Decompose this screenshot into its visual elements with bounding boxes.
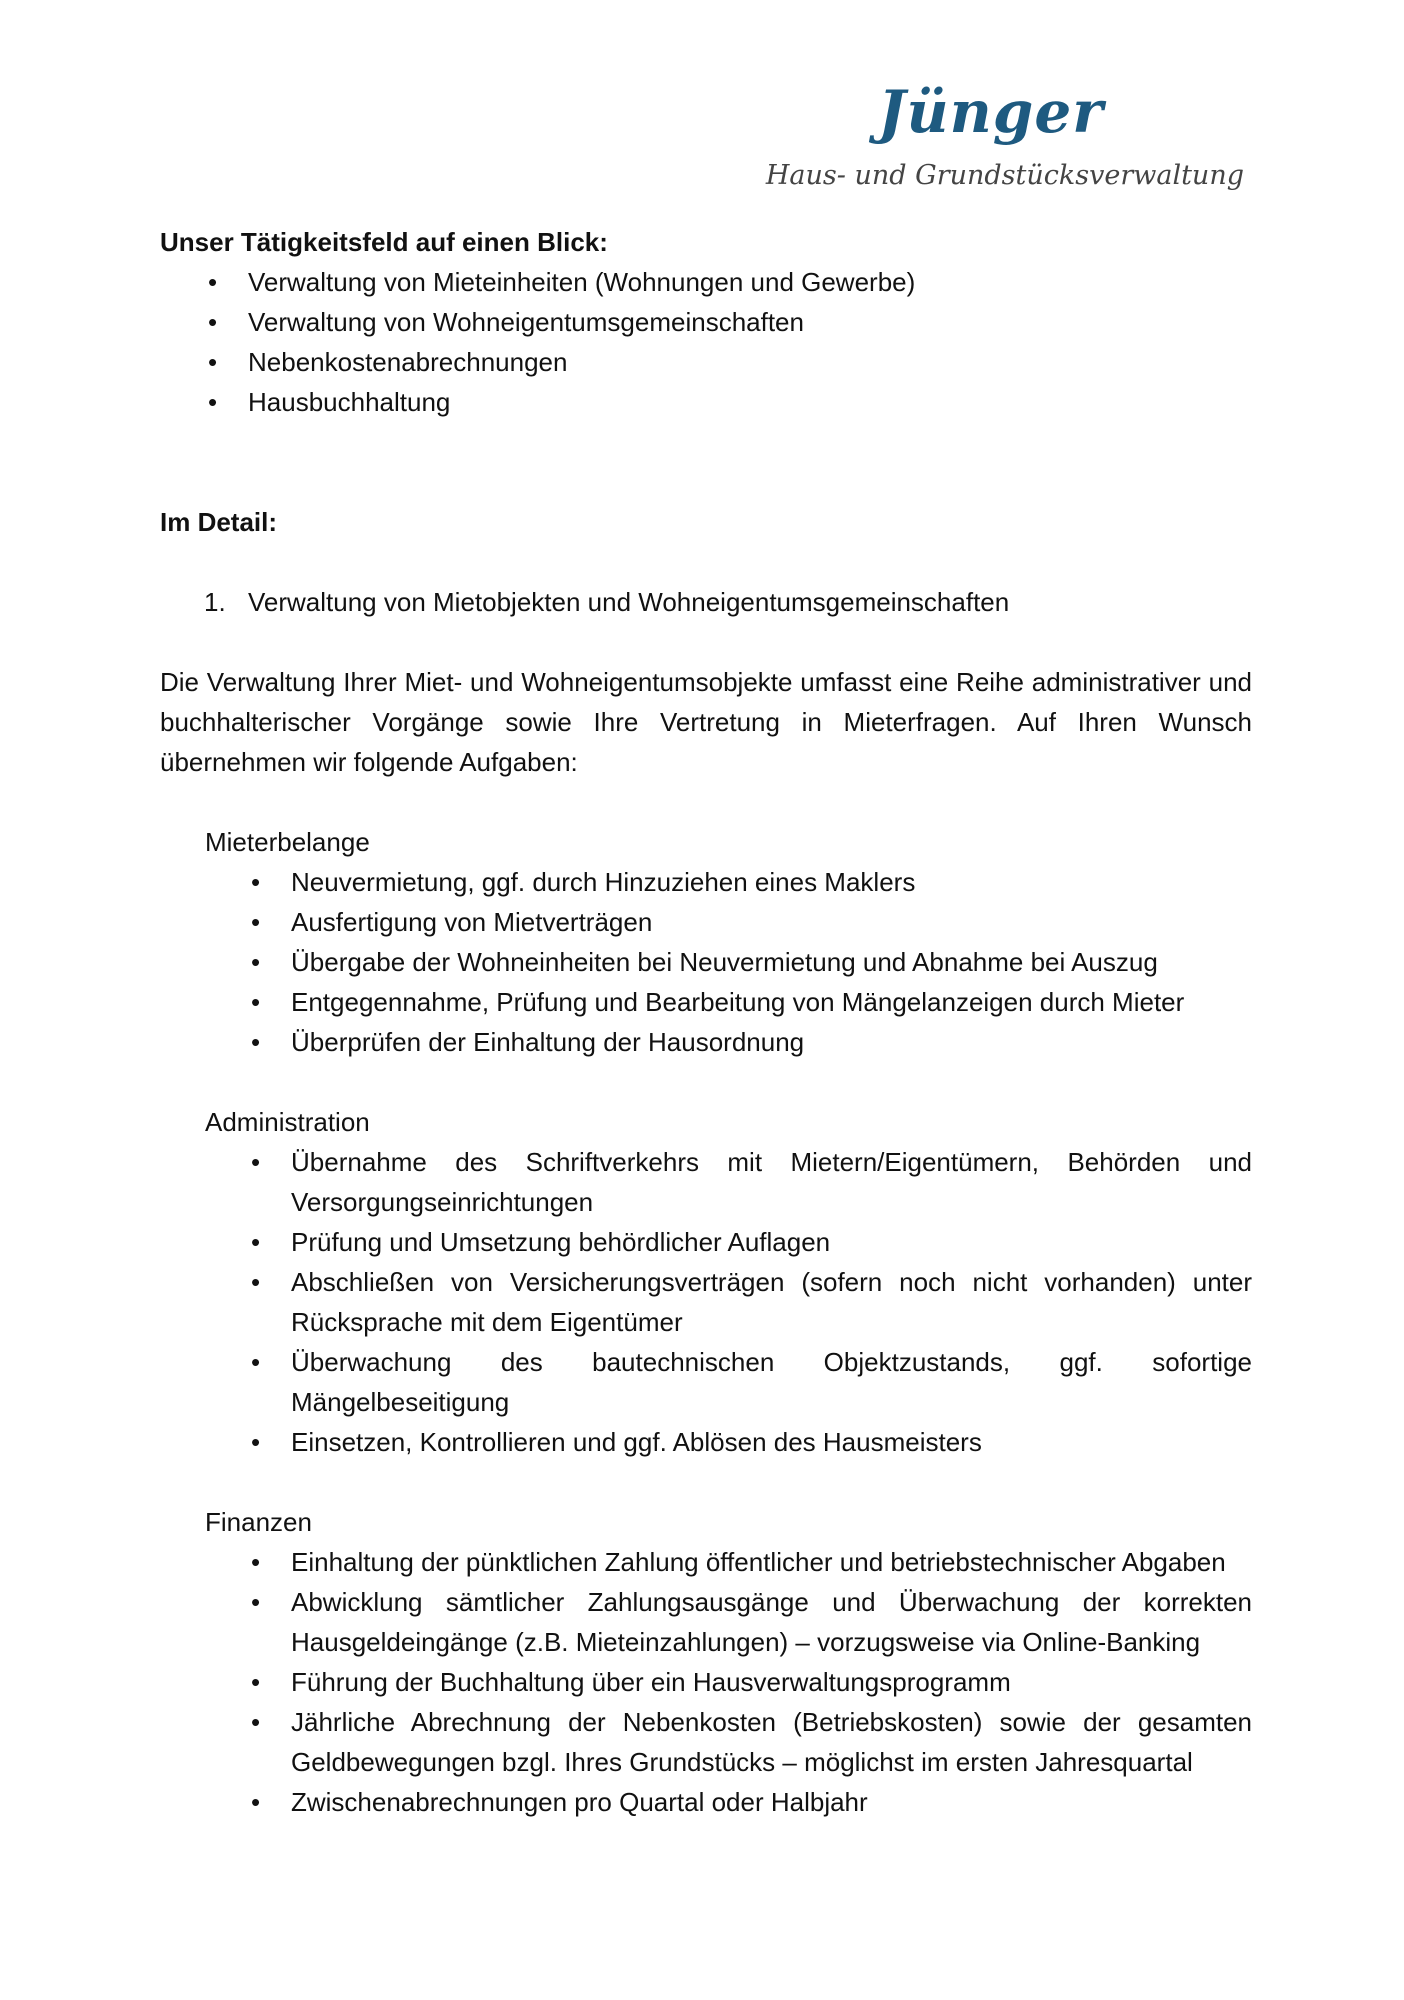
list-item: • Abschließen von Versicherungsverträgen (sofern noch nicht vorhanden) unter Rücksprache mit dem Eigentümer bbox=[160, 1262, 1252, 1342]
section-title: Administration bbox=[205, 1107, 370, 1137]
logo-tagline: Haus- und Grundstücksverwaltung bbox=[765, 160, 1244, 191]
list-item: • Übernahme des Schriftverkehrs mit Mietern/Eigentümern, Behörden und Versorgungseinrichtungen bbox=[160, 1142, 1252, 1222]
logo-name: Jünger bbox=[878, 78, 1104, 146]
item-text: Verwaltung von Mietobjekten und Wohneigentumsgemeinschaften bbox=[248, 587, 1010, 617]
section-list bbox=[160, 862, 1252, 1062]
list-item: • Prüfung und Umsetzung behördlicher Auflagen bbox=[160, 1222, 1252, 1262]
list-item: • Zwischenabrechnungen pro Quartal oder Halbjahr bbox=[160, 1782, 1252, 1822]
section-mieterbelange bbox=[160, 822, 1252, 1062]
overview-list bbox=[160, 262, 1252, 422]
company-logo bbox=[765, 78, 1244, 198]
list-item: • Verwaltung von Wohneigentumsgemeinschaften bbox=[160, 302, 1252, 342]
list-item: • Führung der Buchhaltung über ein Hausverwaltungsprogramm bbox=[160, 1662, 1252, 1702]
list-item: • Übergabe der Wohneinheiten bei Neuvermietung und Abnahme bei Auszug bbox=[160, 942, 1252, 982]
list-item: • Verwaltung von Mieteinheiten (Wohnungen und Gewerbe) bbox=[160, 262, 1252, 302]
list-item: • Jährliche Abrechnung der Nebenkosten (Betriebskosten) sowie der gesamten Geldbewegungen bzgl. Ihres Grundstücks – möglichst im ersten Jahresquartal bbox=[160, 1702, 1252, 1782]
section-title: Finanzen bbox=[205, 1507, 312, 1537]
item-number: 1. bbox=[204, 587, 226, 617]
list-item: • Entgegennahme, Prüfung und Bearbeitung von Mängelanzeigen durch Mieter bbox=[160, 982, 1252, 1022]
section-list bbox=[160, 1142, 1252, 1462]
section-finanzen bbox=[160, 1502, 1252, 1822]
section-title: Mieterbelange bbox=[205, 827, 370, 857]
section-administration bbox=[160, 1102, 1252, 1462]
section-list bbox=[160, 1542, 1252, 1822]
numbered-item bbox=[160, 582, 1252, 622]
list-item: • Nebenkostenabrechnungen bbox=[160, 342, 1252, 382]
list-item: • Einsetzen, Kontrollieren und ggf. Ablösen des Hausmeisters bbox=[160, 1422, 1252, 1462]
overview-heading: Unser Tätigkeitsfeld auf einen Blick: bbox=[160, 227, 608, 257]
list-item: • Überwachung des bautechnischen Objektzustands, ggf. sofortige Mängelbeseitigung bbox=[160, 1342, 1252, 1422]
intro-paragraph: Die Verwaltung Ihrer Miet- und Wohneigentumsobjekte umfasst eine Reihe administrativer und buchhalterischer Vorgänge sowie Ihre Vertretung in Mieterfragen. Auf Ihren Wunsch übernehmen wir folgende Aufgaben: bbox=[160, 667, 1252, 777]
list-item: • Überprüfen der Einhaltung der Hausordnung bbox=[160, 1022, 1252, 1062]
list-item: • Ausfertigung von Mietverträgen bbox=[160, 902, 1252, 942]
list-item: • Abwicklung sämtlicher Zahlungsausgänge und Überwachung der korrekten Hausgeldeingänge (z.B. Mieteinzahlungen) – vorzugsweise via Online-Banking bbox=[160, 1582, 1252, 1662]
list-item: • Neuvermietung, ggf. durch Hinzuziehen eines Maklers bbox=[160, 862, 1252, 902]
document-body bbox=[160, 222, 1252, 1822]
list-item: • Hausbuchhaltung bbox=[160, 382, 1252, 422]
list-item: • Einhaltung der pünktlichen Zahlung öffentlicher und betriebstechnischer Abgaben bbox=[160, 1542, 1252, 1582]
detail-heading: Im Detail: bbox=[160, 507, 278, 537]
